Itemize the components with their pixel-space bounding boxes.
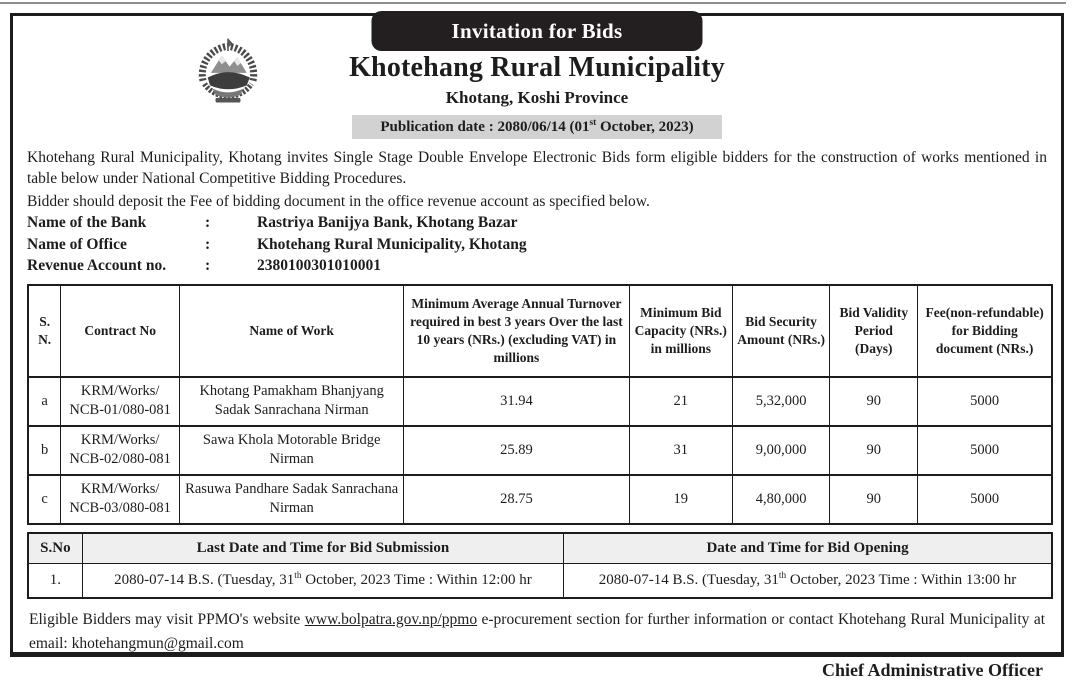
cell-sn: c (28, 475, 61, 524)
revenue-account-value: 2380100301010001 (257, 257, 381, 274)
cell-sn: a (28, 377, 61, 426)
scan-edge-line (0, 2, 1066, 4)
separator-colon: : (205, 214, 211, 231)
cell-submission-datetime (82, 563, 563, 598)
cell-capacity: 19 (629, 475, 732, 524)
revenue-account-label: Revenue Account no. (27, 257, 167, 274)
header-sno: S.No (28, 533, 82, 564)
cell-contract (61, 377, 180, 426)
header-sn: S. N. (28, 285, 61, 377)
bank-detail-row (27, 255, 1047, 277)
table-row (28, 426, 1052, 475)
works-bid-table (27, 284, 1053, 525)
cell-sno: 1. (28, 563, 82, 598)
schedule-header-row (28, 533, 1052, 564)
contract-line1: KRM/Works/ (80, 481, 160, 497)
footer-text-post: e-procurement section for further information or contact Khotehang Rural Municipality at email: khotehangmun@gmail.com (29, 610, 1046, 652)
cell-security: 5,32,000 (732, 377, 829, 426)
submission-date-post: October, 2023 Time : Within 12:00 hr (301, 571, 532, 588)
schedule-data-row (28, 563, 1052, 598)
ppmo-website-link[interactable]: www.bolpatra.gov.np/ppmo (304, 610, 478, 628)
submission-ordinal: th (294, 570, 302, 581)
cell-contract (61, 426, 180, 475)
cell-capacity: 31 (629, 426, 732, 475)
nepal-emblem-icon (189, 32, 267, 120)
deposit-instruction: Bidder should deposit the Fee of bidding document in the office revenue account as specified below. (27, 193, 650, 210)
footer-text-pre: Eligible Bidders may visit PPMO's website (29, 610, 305, 628)
cell-work: Khotang Pamakham Bhanjyang Sadak Sanrachana Nirman (180, 377, 404, 426)
further-information-note (29, 608, 1045, 656)
header-fee: Fee(non-refundable) for Bidding document (NRs.) (918, 285, 1052, 377)
publication-date-post: October, 2023) (596, 119, 694, 135)
works-table-header-row (28, 285, 1052, 377)
cell-work: Rasuwa Pandhare Sadak Sanrachana Nirman (180, 475, 404, 524)
invitation-banner (371, 11, 702, 51)
table-row (28, 377, 1052, 426)
publication-date-ordinal: st (589, 118, 597, 128)
bid-notice-page (10, 13, 1064, 680)
cell-security: 9,00,000 (732, 426, 829, 475)
cell-capacity: 21 (629, 377, 732, 426)
cell-turnover: 25.89 (404, 426, 629, 475)
submission-date-pre: 2080-07-14 B.S. (Tuesday, 31 (114, 571, 295, 588)
cell-security: 4,80,000 (732, 475, 829, 524)
separator-colon: : (205, 257, 211, 274)
cell-validity: 90 (830, 475, 918, 524)
separator-colon: : (205, 235, 211, 253)
header-bid-security: Bid Security Amount (NRs.) (732, 285, 829, 377)
header-submission: Last Date and Time for Bid Submission (82, 533, 563, 564)
cell-work: Sawa Khola Motorable Bridge Nirman (180, 426, 404, 475)
header-opening: Date and Time for Bid Opening (564, 533, 1052, 564)
contract-line2: NCB-01/080-081 (69, 402, 171, 418)
bank-detail-row (27, 212, 1047, 234)
invitation-paragraph: Khotehang Rural Municipality, Khotang invites Single Stage Double Envelope Electronic Bids form eligible bidders for the construction of works mentioned in table below under National Competitive Bidding Procedures. (27, 149, 1047, 187)
location-subtitle: Khotang, Koshi Province (445, 88, 629, 107)
cell-turnover: 28.75 (404, 475, 629, 524)
publication-date-strip (352, 115, 721, 139)
cell-fee: 5000 (918, 426, 1052, 475)
cell-fee: 5000 (918, 377, 1052, 426)
publication-date-pre: Publication date : 2080/06/14 (01 (380, 119, 590, 135)
nepal-emblem-logo (189, 32, 267, 120)
cell-sn: b (28, 426, 61, 475)
opening-date-post: October, 2023 Time : Within 13:00 hr (786, 571, 1017, 588)
table-row (28, 475, 1052, 524)
bank-detail-row (27, 234, 1047, 256)
opening-ordinal: th (778, 570, 787, 581)
bank-details (27, 212, 1047, 277)
cell-contract (61, 475, 180, 524)
cell-opening-datetime (564, 563, 1052, 598)
header-turnover: Minimum Average Annual Turnover required in best 3 years Over the last 10 years (NRs.) (excluding VAT) in millions (404, 285, 629, 377)
contract-line1: KRM/Works/ (80, 383, 160, 399)
contract-line2: NCB-03/080-081 (69, 500, 171, 516)
header-name-of-work: Name of Work (180, 285, 404, 377)
bank-name-value: Rastriya Banijya Bank, Khotang Bazar (257, 214, 518, 231)
contract-line2: NCB-02/080-081 (69, 451, 171, 467)
page-title: Khotehang Rural Municipality (349, 52, 725, 83)
cell-validity: 90 (830, 426, 918, 475)
header-bid-validity: Bid Validity Period (Days) (830, 285, 918, 377)
header-contract-no: Contract No (61, 285, 180, 377)
opening-date-pre: 2080-07-14 B.S. (Tuesday, 31 (598, 571, 779, 588)
bid-schedule-table (27, 532, 1053, 599)
bank-name-label: Name of the Bank (27, 214, 147, 231)
invitation-banner-title: Invitation for Bids (451, 19, 623, 43)
signatory-title: Chief Administrative Officer (822, 659, 1043, 680)
office-name-label: Name of Office (27, 235, 127, 253)
contract-line1: KRM/Works/ (80, 432, 160, 448)
cell-validity: 90 (830, 377, 918, 426)
cell-turnover: 31.94 (404, 377, 629, 426)
header-bid-capacity: Minimum Bid Capacity (NRs.) in millions (629, 285, 732, 377)
office-name-value: Khotehang Rural Municipality, Khotang (257, 235, 527, 253)
cell-fee: 5000 (918, 475, 1052, 524)
